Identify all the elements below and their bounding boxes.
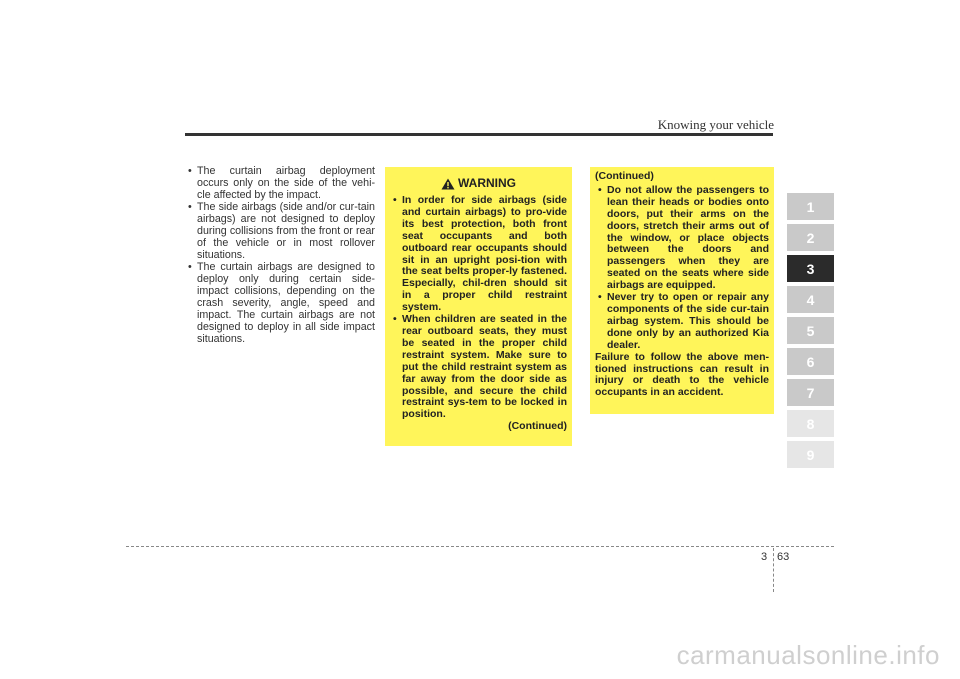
chapter-tab-2[interactable]: 2 [787, 224, 834, 251]
header-rule [185, 133, 773, 136]
warning-bullet-1: • In order for side airbags (side and curtain airbags) to pro-vide its best protection, both front seat occupants and both outboard rear occupants should sit in an upright posi-tion with the seat belts proper-ly fastened. Especially, chil-dren should sit in a proper child restraint system. [393, 194, 567, 314]
warning-triangle-icon [441, 178, 455, 190]
chapter-tab-9[interactable]: 9 [787, 441, 834, 468]
left-bullet-3: • The curtain airbags are designed to deploy only during certain side-impact collisions, depending on the crash severity, angle, speed and impact. The curtain airbags are not designed to deploy in all side impact situations. [188, 261, 375, 345]
left-bullet-2: • The side airbags (side and/or cur-tain airbags) are not designed to deploy during collisions from the front or rear of the vehicle or in most rollover situations. [188, 201, 375, 261]
footer-rule [126, 546, 834, 547]
bullet-dot: • [188, 201, 192, 213]
continued-bullet-1: • Do not allow the passengers to lean their heads or bodies onto doors, put their arms on the doors, stretch their arms out of the window, or place objects between the doors and passengers when they are seated on the seats where side airbags are equipped. [598, 183, 769, 292]
bullet-dot: • [393, 313, 397, 326]
chapter-tab-8[interactable]: 8 [787, 410, 834, 437]
chapter-tab-3[interactable]: 3 [787, 255, 834, 282]
watermark: carmanualsonline.info [676, 640, 940, 670]
bullet-dot: • [188, 165, 192, 177]
warning-heading: WARNING [390, 173, 567, 195]
continued-bullet-2: • Never try to open or repair any components of the side cur-tain airbag system. This should be done only by an authorized Kia dealer. [598, 291, 769, 351]
chapter-tab-5[interactable]: 5 [787, 317, 834, 344]
continued-heading: (Continued) [595, 170, 654, 182]
continued-box [590, 167, 774, 414]
page-chapter: 3 [761, 551, 768, 563]
footer-divider [773, 548, 774, 592]
page-number: 63 [777, 551, 790, 563]
bullet-dot: • [598, 291, 602, 304]
bullet-dot: • [598, 183, 602, 196]
warning-continued: (Continued) [508, 420, 567, 433]
warning-bullet-2: • When children are seated in the rear outboard seats, they must be seated in the proper child restraint system. Make sure to put the child restraint system as far away from the door side as possible, and secure the child restraint sys-tem to be locked in position. [393, 313, 567, 421]
chapter-tab-1[interactable]: 1 [787, 193, 834, 220]
chapter-tab-7[interactable]: 7 [787, 379, 834, 406]
left-column [185, 165, 375, 345]
left-bullet-1: • The curtain airbag deployment occurs only on the side of the vehi-cle affected by the impact. [188, 165, 375, 201]
continued-closing: Failure to follow the above men-tioned instructions can result in injury or death to the vehicle occupants in an accident. [595, 350, 769, 399]
chapter-tab-6[interactable]: 6 [787, 348, 834, 375]
header-title: Knowing your vehicle [657, 117, 774, 132]
bullet-dot: • [393, 194, 397, 206]
chapter-tabs [787, 193, 834, 472]
warning-box [385, 167, 572, 446]
bullet-dot: • [188, 261, 192, 273]
chapter-tab-4[interactable]: 4 [787, 286, 834, 313]
